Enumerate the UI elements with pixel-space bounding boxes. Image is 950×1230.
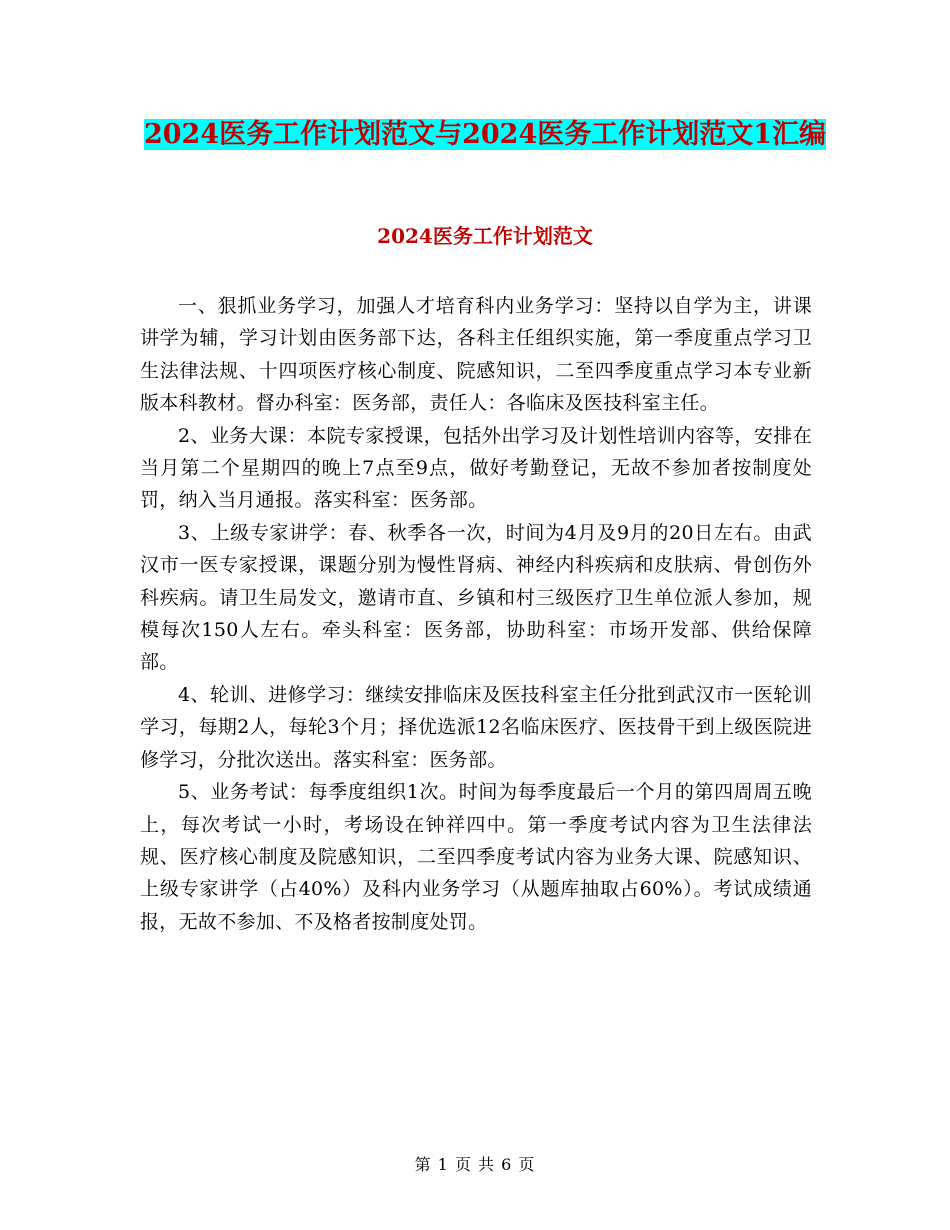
document-title <box>140 112 830 158</box>
paragraph-3: 3、上级专家讲学：春、秋季各一次，时间为4月及9月的20日左右。由武汉市一医专家授课，课题分别为慢性肾病、神经内科疾病和皮肤病、骨创伤外科疾病。请卫生局发文，邀请市直、乡镇和村三级医疗卫生单位派人参加，规模每次150人左右。牵头科室：医务部，协助科室：市场开发部、供给保障部。 <box>140 521 812 674</box>
paragraph-2: 2、业务大课：本院专家授课，包括外出学习及计划性培训内容等，安排在当月第二个星期四的晚上7点至9点，做好考勤登记，无故不参加者按制度处罚，纳入当月通报。落实科室：医务部。 <box>140 424 812 512</box>
paragraph-5: 5、业务考试：每季度组织1次。时间为每季度最后一个月的第四周周五晚上，每次考试一小时，考场设在钟祥四中。第一季度考试内容为卫生法律法规、医疗核心制度及院感知识，二至四季度考试内容为业务大课、院感知识、上级专家讲学（占40%）及科内业务学习（从题库抽取占60%）。考试成绩通报，无故不参加、不及格者按制度处罚。 <box>140 781 812 933</box>
page-footer: 第 1 页 共 6 页 <box>414 1155 536 1174</box>
paragraph-1: 一、狠抓业务学习，加强人才培育科内业务学习：坚持以自学为主，讲课讲学为辅，学习计划由医务部下达，各科主任组织实施，第一季度重点学习卫生法律法规、十四项医疗核心制度、院感知识，二至四季度重点学习本专业新版本科教材。督办科室：医务部，责任人：各临床及医技科室主任。 <box>140 295 812 415</box>
section-title: 2024医务工作计划范文 <box>377 224 593 248</box>
document-body <box>140 290 812 938</box>
document-title-text: 2024医务工作计划范文与2024医务工作计划范文1汇编 <box>143 119 827 150</box>
paragraph-4: 4、轮训、进修学习：继续安排临床及医技科室主任分批到武汉市一医轮训学习，每期2人，每轮3个月；择优选派12名临床医疗、医技骨干到上级医院进修学习，分批次送出。落实科室：医务部。 <box>140 683 812 771</box>
